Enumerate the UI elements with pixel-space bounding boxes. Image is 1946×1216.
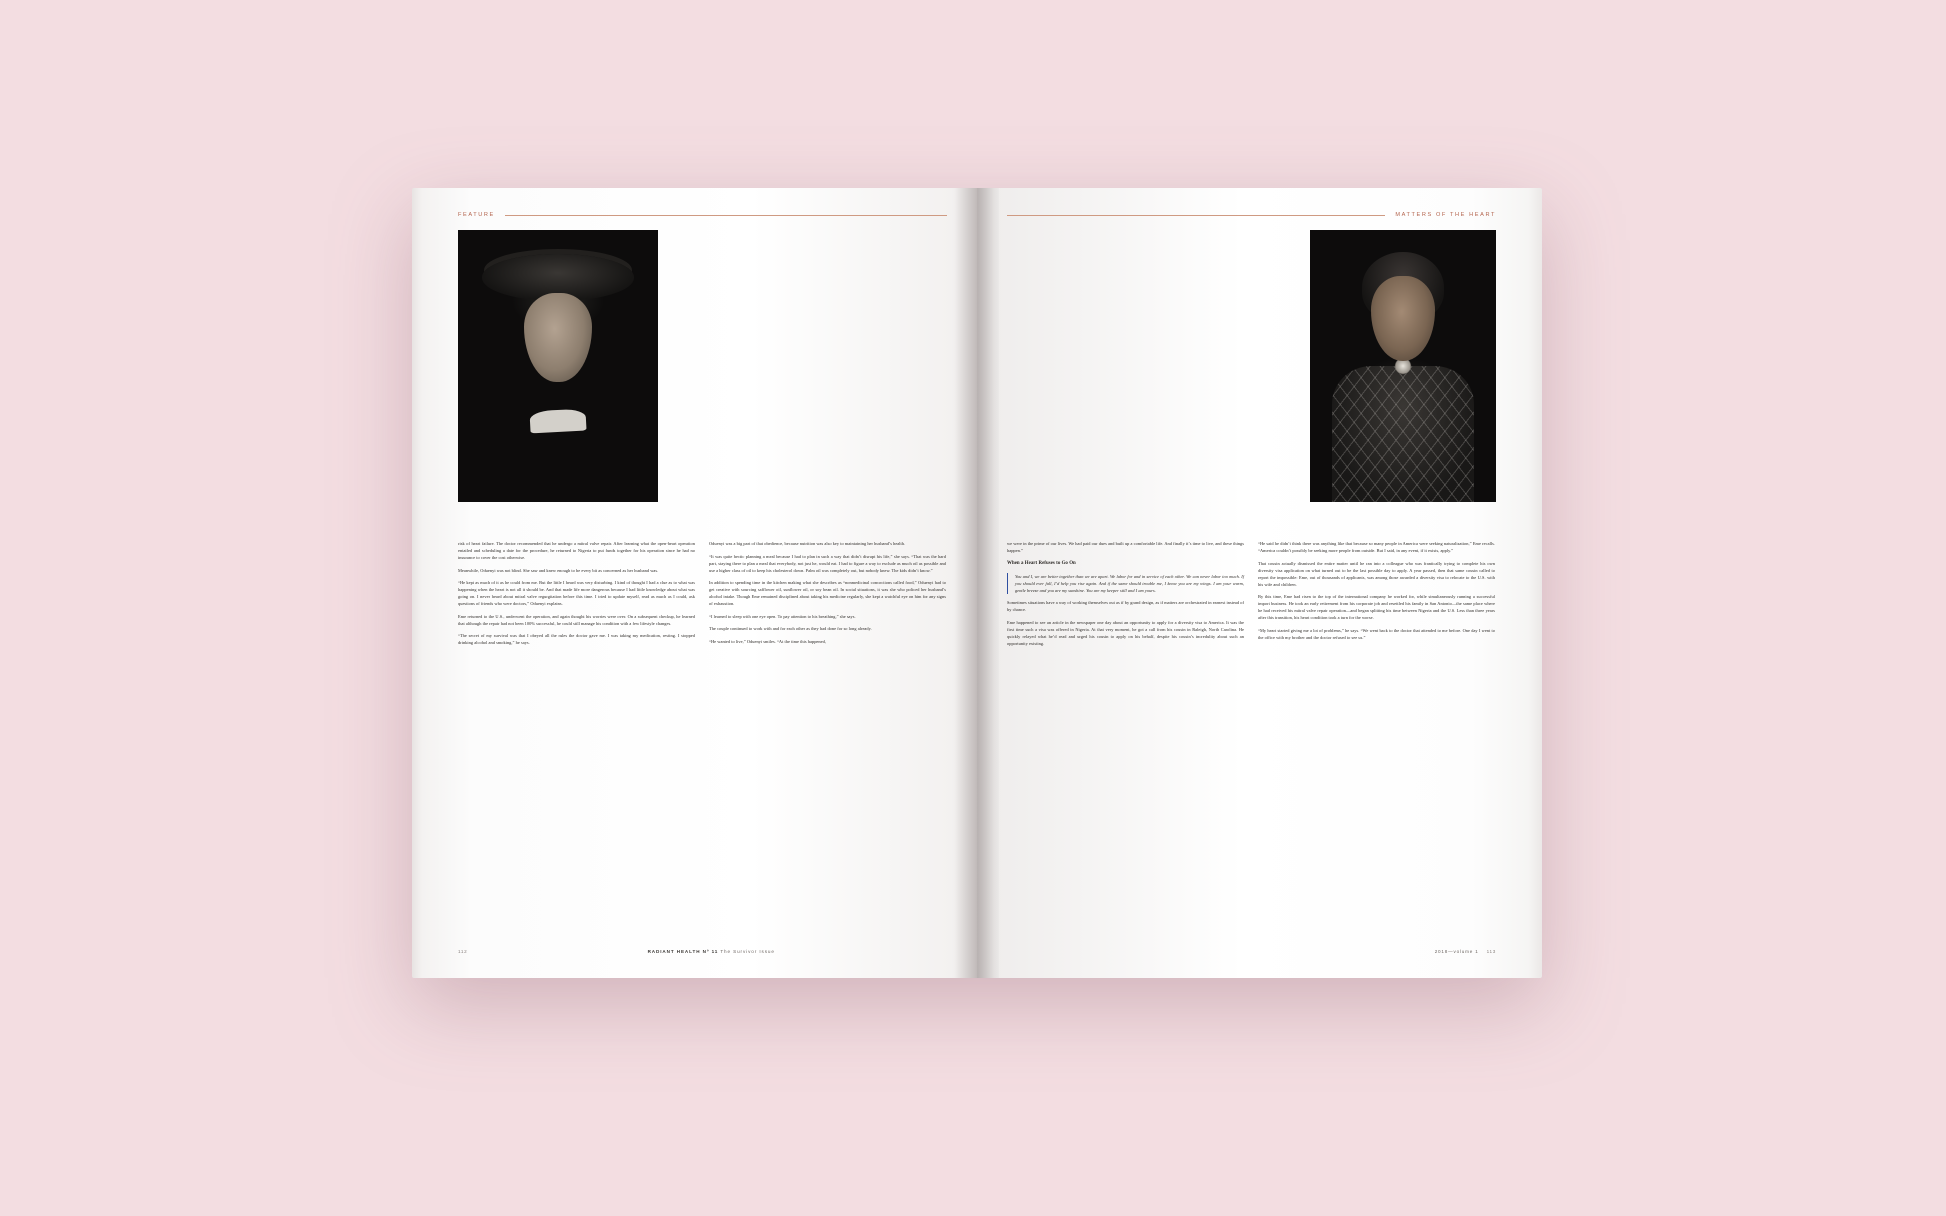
shirt-collar xyxy=(529,408,586,433)
paragraph: By this time, Eme had risen to the top of the international company he worked for, while simultaneously running a successful import business. He took an early retirement from his corporate job and resettled his family in San Antonio—the same place where he had received his mitral valve repair operation—and began splitting his time between Nigeria and the U.S. Less than three years after this transition, his heart condition took a turn for the worse. xyxy=(1258,594,1495,621)
section-heading: When a Heart Refuses to Go On xyxy=(1007,560,1076,566)
paragraph: Oduenyi was a big part of that obedience, because nutrition was also key to maintaining her husband’s health. xyxy=(709,541,906,546)
left-page-number: 112 xyxy=(458,949,468,954)
paragraph: “I learned to sleep with one eye open. To pay attention to his breathing,” she says. xyxy=(709,613,856,619)
volume-label: 2018—volume 1 xyxy=(1434,949,1479,954)
left-column-2 xyxy=(709,540,946,652)
left-running-head-rule xyxy=(505,215,947,216)
left-page xyxy=(412,188,977,978)
right-column-1 xyxy=(1007,540,1244,652)
right-page-columns xyxy=(1007,540,1496,652)
paragraph: Meanwhile, Oduenyi was not blind. She saw and knew enough to be every bit as concerned as her husband was. xyxy=(458,567,659,573)
paragraph: That cousin actually dismissed the entire matter until he ran into a colleague who was frantically trying to complete his own diversity visa application on what turned out to be the last possible day to apply. A year passed, then that same cousin called to report the impossible: Eme, out of thousands of applicants, was among those awarded a diversity visa to relocate to the U.S. with his wife and children. xyxy=(1258,560,1495,587)
paragraph: The couple continued to work with and for each other as they had done for so long already. xyxy=(709,626,872,632)
left-running-head xyxy=(458,212,947,218)
paragraph: Sometimes situations have a way of working themselves out as if by grand design, as if matters are orchestrated in earnest instead of by chance. xyxy=(1007,600,1244,613)
paragraph: risk of heart failure. The doctor recommended that he undergo a mitral valve repair. After learning what the open-heart operation entailed and scheduling a date for the procedure, he returned to Nigeria to put funds together for his operation since he had no insurance to cover the cost otherwise. xyxy=(458,541,695,561)
right-column-2 xyxy=(1258,540,1495,652)
issue-title: The Survivor Issue xyxy=(720,949,775,954)
right-running-head-rule xyxy=(1007,215,1385,216)
patterned-dress xyxy=(1332,366,1473,502)
paragraph: “The secret of my survival was that I obeyed all the rules the doctor gave me. I was taking my medication, resting. I stopped drinking alcohol and smoking,” he says. xyxy=(458,633,695,646)
right-page xyxy=(977,188,1542,978)
right-page-number: 113 xyxy=(1486,949,1496,954)
paragraph: “He said he didn’t think there was anything like that because so many people in America were seeking naturalization,” Eme recalls. “America couldn’t possibly be seeking more people from outside. But I said, in any event, if it exists, apply.” xyxy=(1258,541,1495,554)
portrait-photo-woman xyxy=(1310,230,1496,502)
right-running-head xyxy=(1007,212,1496,218)
portrait-man-illustration xyxy=(458,230,658,502)
paragraph: “He wanted to live,” Oduenyi smiles. “At the time this happened, xyxy=(709,638,826,644)
paragraph: “It was quite hectic planning a meal because I had to plan in such a way that didn’t disrupt his life,” she says. “That was the hard part, staying there to plan a meal that everybody, not just he, would eat. I had to figure a way to exclude as much oil as possible and use a higher class of oil to keep his cholesterol down. Palm oil was completely out, but nobody knew. The kids didn’t know.” xyxy=(709,553,946,573)
paragraph: we were in the prime of our lives. We had paid our dues and built up a comfortable life. And finally it’s time to live, and these things happen.” xyxy=(1007,541,1245,554)
left-page-columns xyxy=(458,540,947,652)
portrait-woman-illustration xyxy=(1310,230,1496,502)
magazine-spread xyxy=(412,188,1542,978)
right-running-head-label: MATTERS OF THE HEART xyxy=(1395,212,1496,218)
publication-title: RADIANT HEALTH Nº 11 xyxy=(647,949,719,954)
paragraph: Eme happened to see an article in the newspaper one day about an opportunity to apply for a diversity visa to America. It was the first time such a visa was offered in Nigeria. At that very moment, he got a call from his cousin in Raleigh, North Carolina. He quickly relayed what he’d read and urged his cousin to apply on his behalf, despite his cousin’s incredulity about such an opportunity existing. xyxy=(1007,619,1244,646)
left-column-1 xyxy=(458,540,695,652)
paragraph: Eme returned to the U.S., underwent the operation, and again thought his worries were over. On a subsequent checkup, he learned that although the repair had not been 100% successful, he could still manage his condition with a few lifestyle changes. xyxy=(458,613,695,626)
left-folio xyxy=(458,949,947,954)
right-folio xyxy=(1007,949,1496,954)
left-running-head-label: FEATURE xyxy=(458,212,495,218)
paragraph: In addition to spending time in the kitchen making what she describes as “nonmedicinal concoctions called food,” Oduenyi had to get creative with sourcing safflower oil, sunflower oil, or soy bean oil. In social situations, it was she who policed her husband’s alcohol intake. Though Eme remained disciplined about taking his medicine regularly, she kept a watchful eye on him for any signs of exhaustion. xyxy=(709,580,946,607)
left-folio-publication xyxy=(475,949,947,954)
portrait-photo-man xyxy=(458,230,658,502)
pull-quote: You and I, we are better together than we are apart. We labor for and in service of each other. We can never labor too much. If you should ever fall, I’d help you rise again. And if the same should trouble me, I know you are my wings. I am your warm, gentle breeze and you are my sunshine. You are my keeper still and I am yours. xyxy=(1007,573,1244,594)
paragraph: “My heart started giving me a lot of problems,” he says. “We went back to the doctor that attended to me before. One day I went to the office with my brother and the doctor refused to see us.” xyxy=(1258,627,1495,640)
paragraph: “He kept as much of it as he could from me. But the little I heard was very disturbing. I kind of thought I had a clue as to what was happening when the heart is not all it should be. And that made life more dangerous because I had little knowledge about what was going on. I never heard about mitral valve regurgitation before this time. I tried to update myself, read as much as I could, ask questions of friends who were doctors,” Oduenyi explains. xyxy=(458,580,695,607)
